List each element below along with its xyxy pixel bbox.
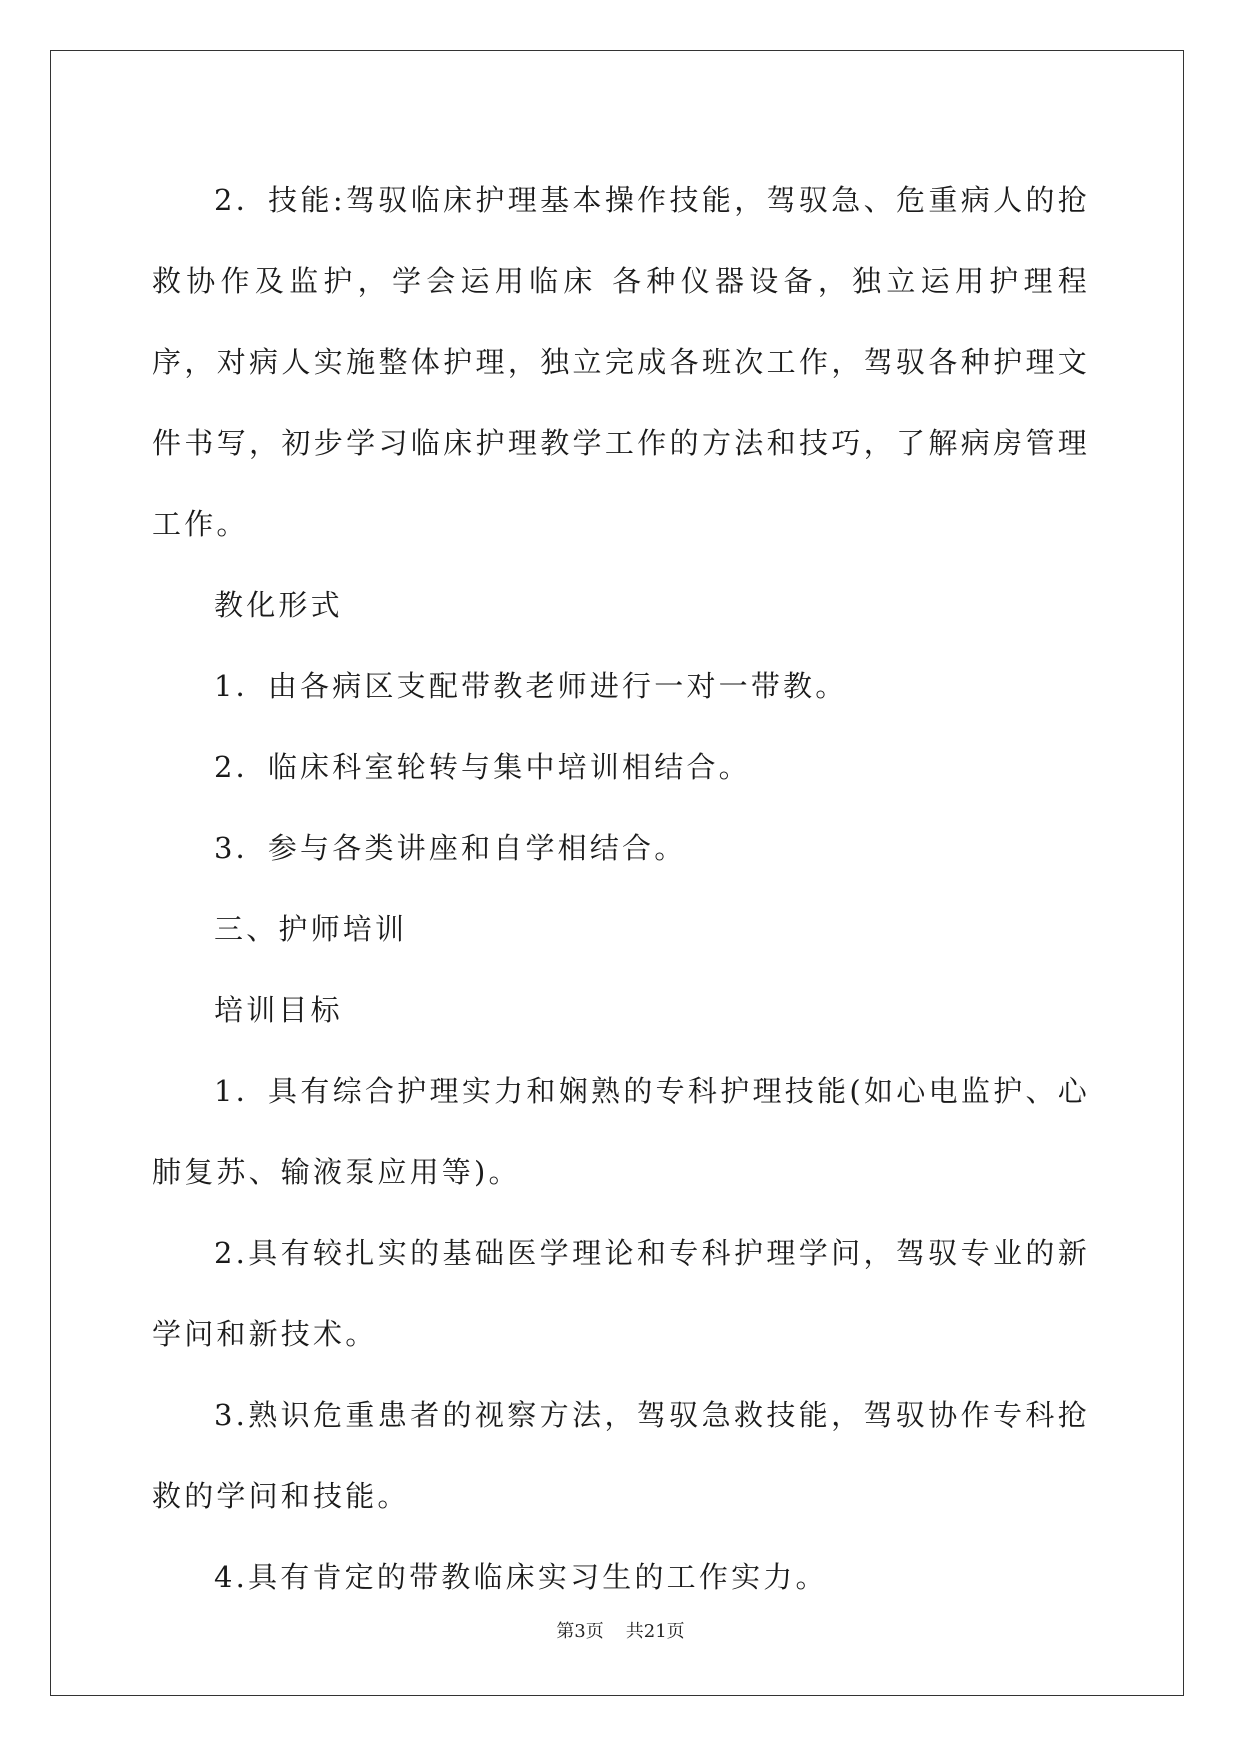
goal-item-3: 3.熟识危重患者的视察方法，驾驭急救技能，驾驭协作专科抢救的学问和技能。	[152, 1398, 1090, 1513]
page-number: 第3页	[556, 1621, 604, 1642]
page-footer	[0, 1617, 1241, 1643]
paragraph-skills: 2．技能:驾驭临床护理基本操作技能，驾驭急、危重病人的抢救协作及监护，学会运用临床 各种仪器设备，独立运用护理程序，对病人实施整体护理，独立完成各班次工作，驾驭各种护理文件书写，初步学习临床护理教学工作的方法和技巧，了解病房管理工作。	[152, 183, 1090, 541]
page-total: 共21页	[625, 1621, 685, 1642]
goal-item-1: 1．具有综合护理实力和娴熟的专科护理技能(如心电监护、心肺复苏、输液泵应用等)。	[152, 1074, 1090, 1189]
section-heading-nurse-training: 三、护师培训	[214, 912, 408, 946]
goal-item-4: 4.具有肯定的带教临床实习生的工作实力。	[214, 1560, 828, 1594]
document-body	[152, 160, 1090, 1618]
heading-training-goals: 培训目标	[214, 993, 343, 1027]
heading-education-form: 教化形式	[214, 588, 343, 622]
list-item-1: 1．由各病区支配带教老师进行一对一带教。	[214, 669, 848, 703]
goal-item-2: 2.具有较扎实的基础医学理论和专科护理学问，驾驭专业的新学问和新技术。	[152, 1236, 1090, 1351]
list-item-2: 2．临床科室轮转与集中培训相结合。	[214, 750, 751, 784]
list-item-3: 3．参与各类讲座和自学相结合。	[214, 831, 687, 865]
